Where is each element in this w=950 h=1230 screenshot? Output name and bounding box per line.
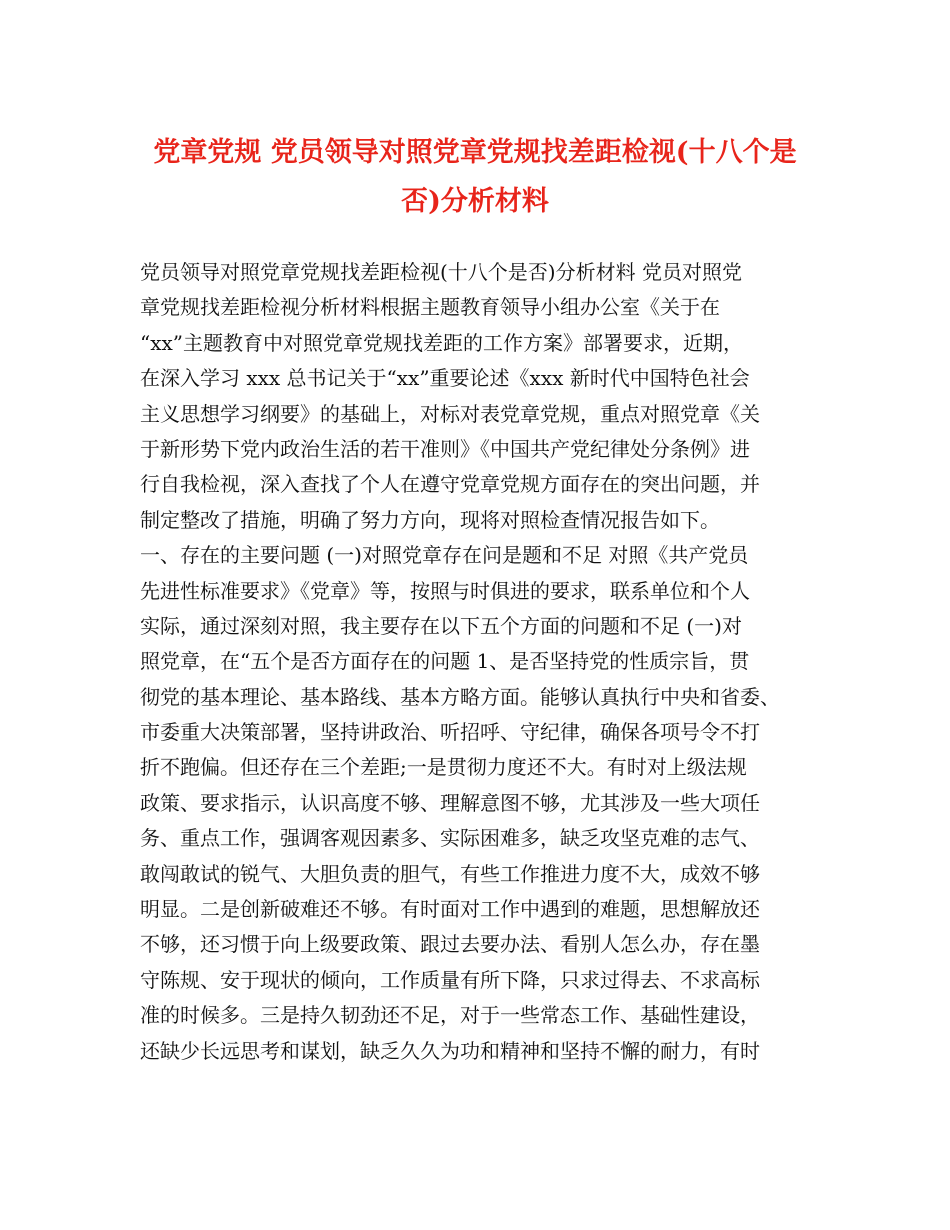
body-line: 准的时候多。三是持久韧劲还不足，对于一些常态工作、基础性建设，	[140, 1003, 760, 1028]
body-line: 一、存在的主要问题 (一)对照党章存在问是题和不足 对照《共产党员	[140, 543, 749, 568]
body-line: 制定整改了措施，明确了努力方向，现将对照检查情况报告如下。	[140, 507, 720, 532]
body-line: 于新形势下党内政治生活的若干准则》《中国共产党纪律处分条例》进	[140, 436, 750, 461]
body-line: 明显。二是创新破难还不够。有时面对工作中遇到的难题，思想解放还	[140, 897, 760, 922]
title-line: 否)分析材料	[401, 186, 549, 217]
body-line: 还缺少长远思考和谋划，缺乏久久为功和精神和坚持不懈的耐力，有时	[140, 1038, 760, 1063]
body-line: “xx”主题教育中对照党章党规找差距的工作方案》部署要求，近期，	[140, 330, 744, 355]
body-line: 彻党的基本理论、基本路线、基本方略方面。能够认真执行中央和省委、	[140, 684, 780, 709]
body-line: 先进性标准要求》《党章》等，按照与时俱进的要求，联系单位和个人	[140, 578, 750, 603]
body-line: 折不跑偏。但还存在三个差距;一是贯彻力度还不大。有时对上级法规	[140, 755, 747, 780]
document-body	[140, 255, 830, 1069]
body-line: 敢闯敢试的锐气、大胆负责的胆气，有些工作推进力度不大，成效不够	[140, 861, 760, 886]
body-line: 守陈规、安于现状的倾向，工作质量有所下降，只求过得去、不求高标	[140, 967, 760, 992]
body-line: 主义思想学习纲要》的基础上，对标对表党章党规，重点对照党章《关	[140, 401, 760, 426]
title-line: 党章党规 党员领导对照党章党规找差距检视(十八个是	[153, 137, 797, 168]
body-line: 行自我检视，深入查找了个人在遵守党章党规方面存在的突出问题，并	[140, 472, 760, 497]
document-title	[120, 128, 830, 226]
body-line: 照党章，在“五个是否方面存在的问题 1、是否坚持党的性质宗旨，贯	[140, 649, 750, 674]
body-line: 章党规找差距检视分析材料根据主题教育领导小组办公室《关于在	[140, 295, 720, 320]
body-line: 政策、要求指示，认识高度不够、理解意图不够，尤其涉及一些大项任	[140, 790, 760, 815]
body-line: 党员领导对照党章党规找差距检视(十八个是否)分析材料 党员对照党	[140, 260, 742, 284]
body-line: 在深入学习 xxx 总书记关于“xx”重要论述《xxx 新时代中国特色社会	[140, 366, 750, 391]
body-line: 实际，通过深刻对照，我主要存在以下五个方面的问题和不足 (一)对	[140, 613, 742, 638]
body-line: 市委重大决策部署，坚持讲政治、听招呼、守纪律，确保各项号令不打	[140, 720, 760, 745]
body-line: 务、重点工作，强调客观因素多、实际困难多，缺乏攻坚克难的志气、	[140, 826, 760, 851]
body-line: 不够，还习惯于向上级要政策、跟过去要办法、看别人怎么办，存在墨	[140, 932, 760, 957]
